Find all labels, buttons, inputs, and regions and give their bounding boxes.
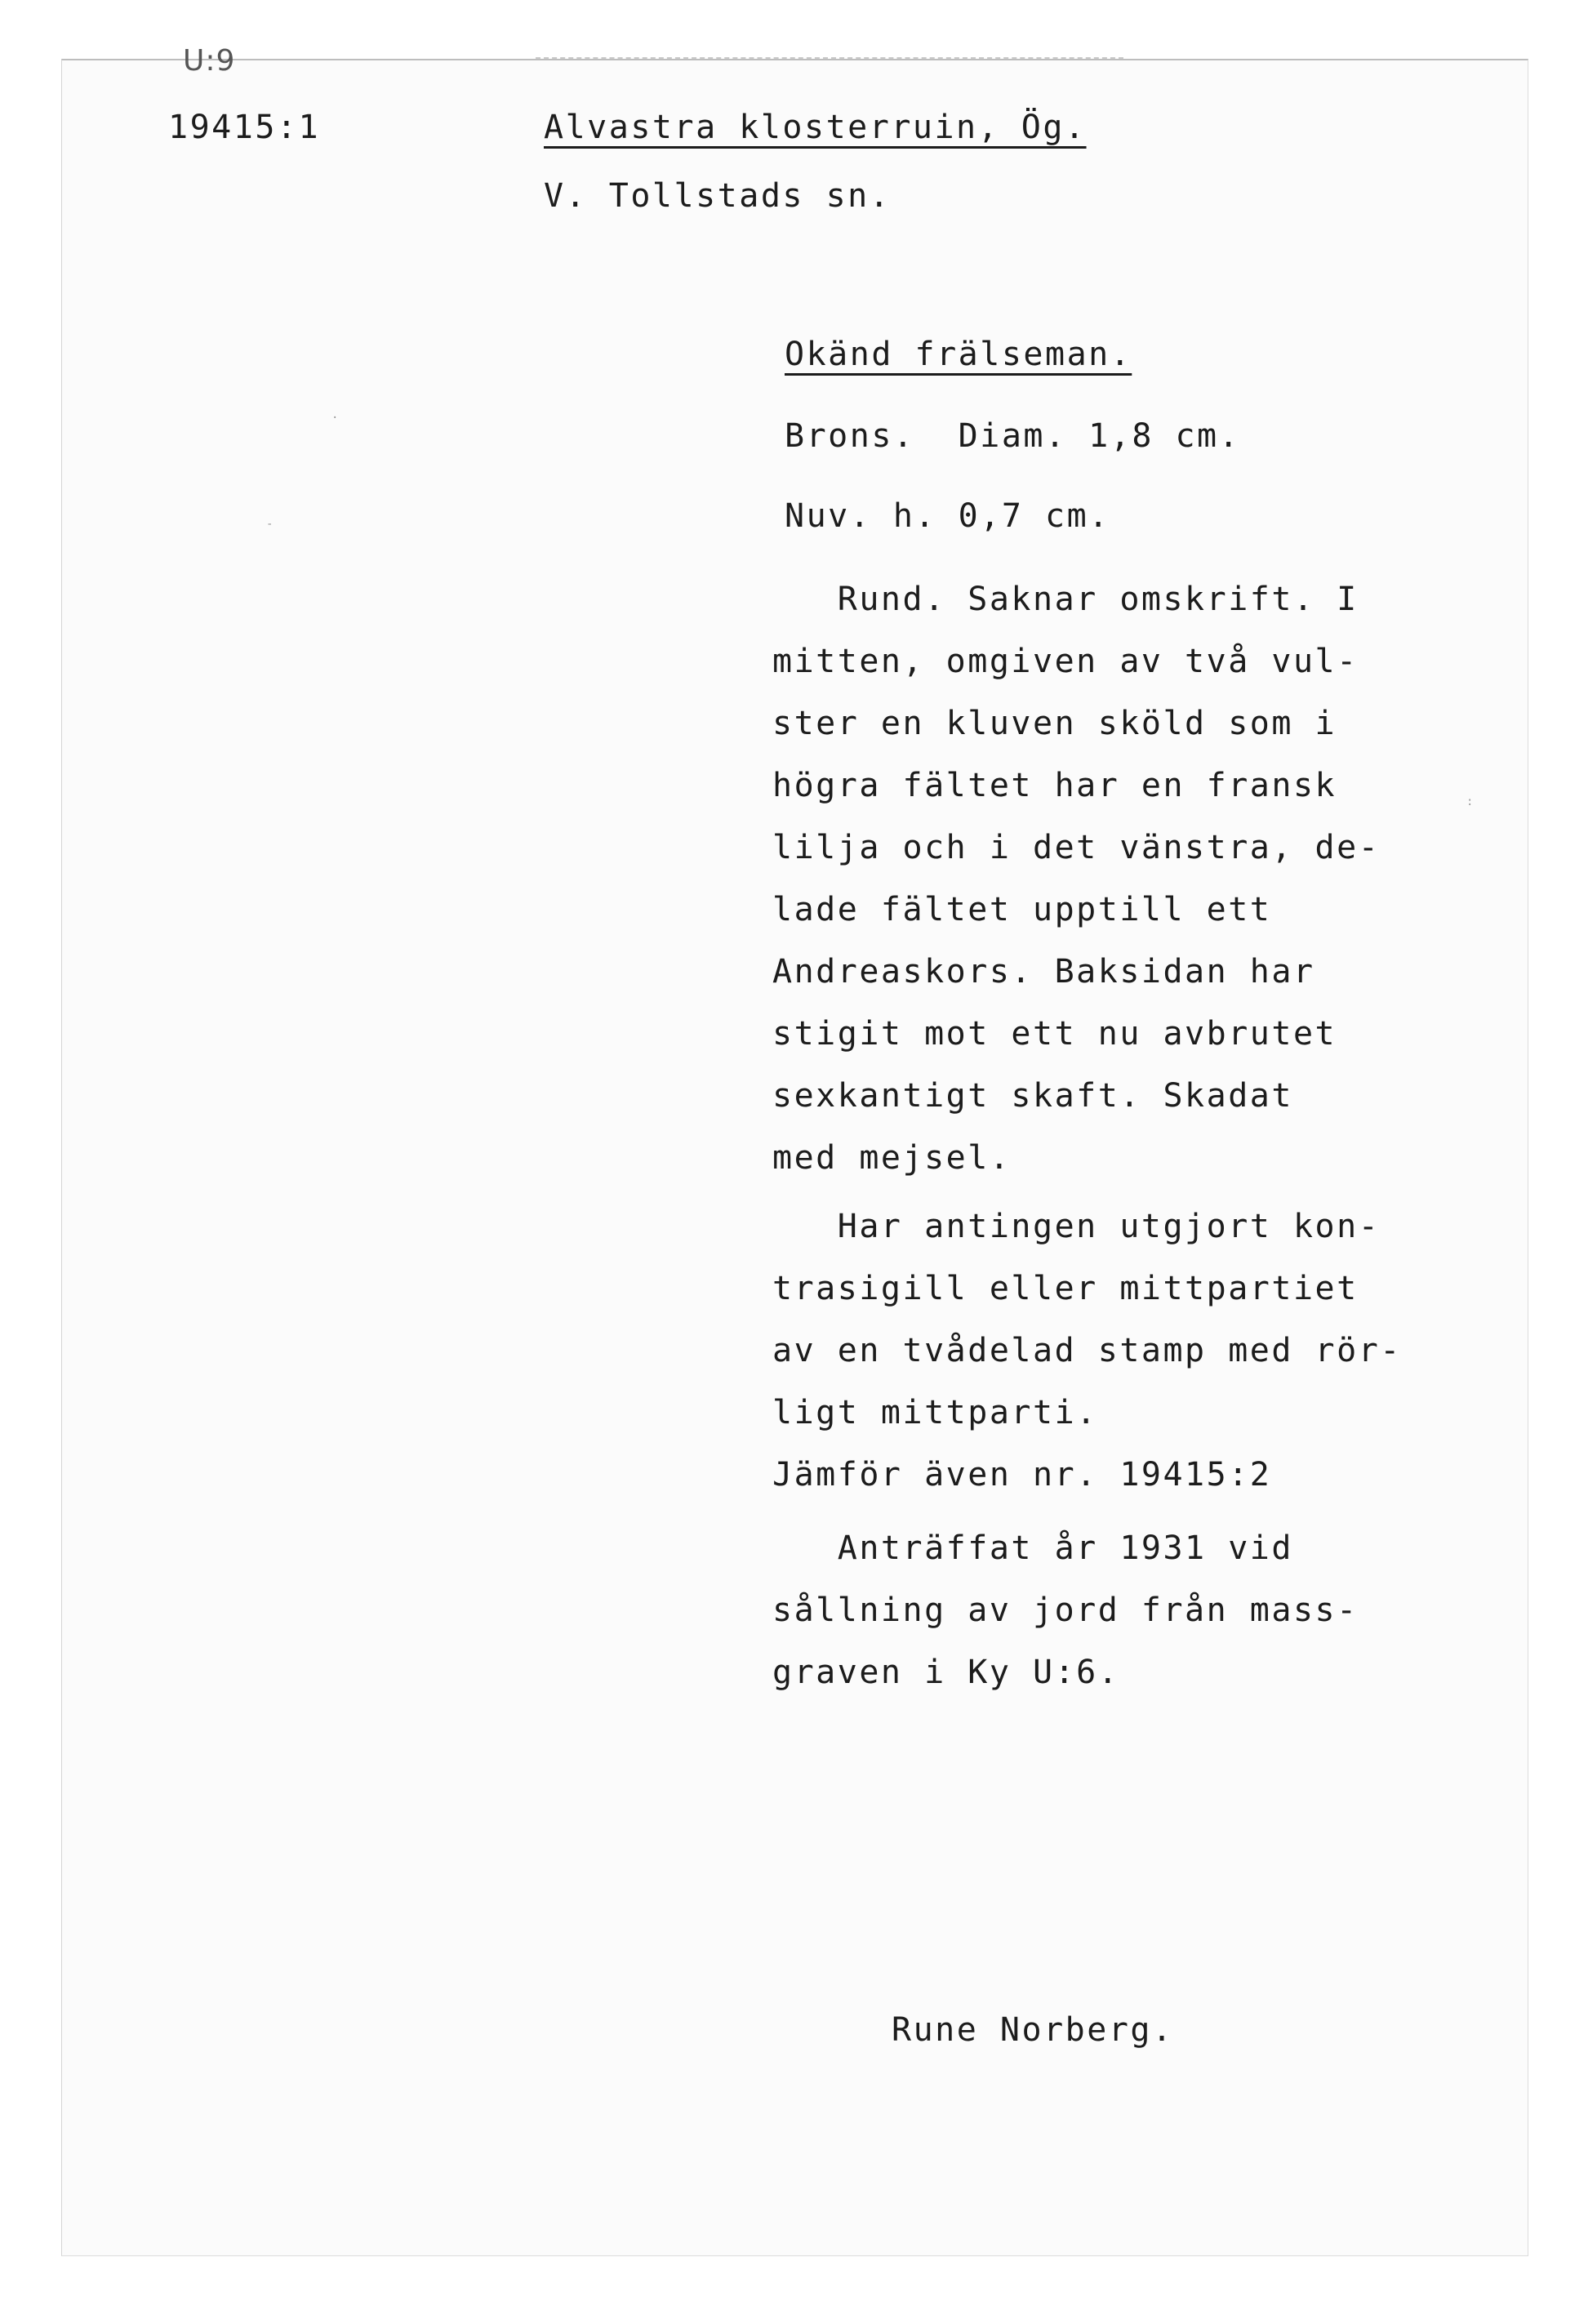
description-line: ligt mittparti. <box>772 1394 1098 1431</box>
description-line: trasigill eller mittpartiet <box>772 1270 1359 1307</box>
description-line: av en tvådelad stamp med rör- <box>772 1332 1402 1369</box>
description-line: lade fältet upptill ett <box>772 891 1272 928</box>
find-line: graven i Ky U:6. <box>772 1654 1120 1691</box>
description-line: lilja och i det vänstra, de- <box>772 829 1381 866</box>
parish-name: V. Tollstads sn. <box>544 177 892 215</box>
find-line: sållning av jord från mass- <box>772 1592 1359 1629</box>
catalog-number: 19415:1 <box>168 109 321 146</box>
signature: Rune Norberg. <box>892 2011 1174 2049</box>
description-line: Rund. Saknar omskrift. I <box>772 581 1359 618</box>
object-height: Nuv. h. 0,7 cm. <box>785 497 1110 535</box>
material-diameter: Brons. Diam. 1,8 cm. <box>785 417 1241 455</box>
description-line: stigit mot ett nu avbrutet <box>772 1015 1337 1053</box>
object-title: Okänd frälseman. <box>785 336 1132 373</box>
paper-speck: - <box>266 518 274 531</box>
paper-speck: · <box>331 412 339 425</box>
description-line: med mejsel. <box>772 1139 1012 1177</box>
description-line: Andreaskors. Baksidan har <box>772 953 1315 991</box>
find-line: Anträffat år 1931 vid <box>772 1529 1293 1567</box>
description-line: Har antingen utgjort kon- <box>772 1208 1381 1245</box>
site-name: Alvastra klosterruin, Ög. <box>544 109 1087 146</box>
description-line: högra fältet har en fransk <box>772 767 1337 804</box>
description-line: sexkantigt skaft. Skadat <box>772 1077 1293 1115</box>
description-line: ster en kluven sköld som i <box>772 705 1337 742</box>
cross-reference: Jämför även nr. 19415:2 <box>772 1456 1272 1494</box>
catalog-card <box>61 44 1528 2256</box>
faint-typed-rule <box>536 57 1123 59</box>
handwritten-mark: U:9 <box>183 44 236 78</box>
paper-speck: : <box>1466 795 1474 808</box>
description-line: mitten, omgiven av två vul- <box>772 643 1359 680</box>
